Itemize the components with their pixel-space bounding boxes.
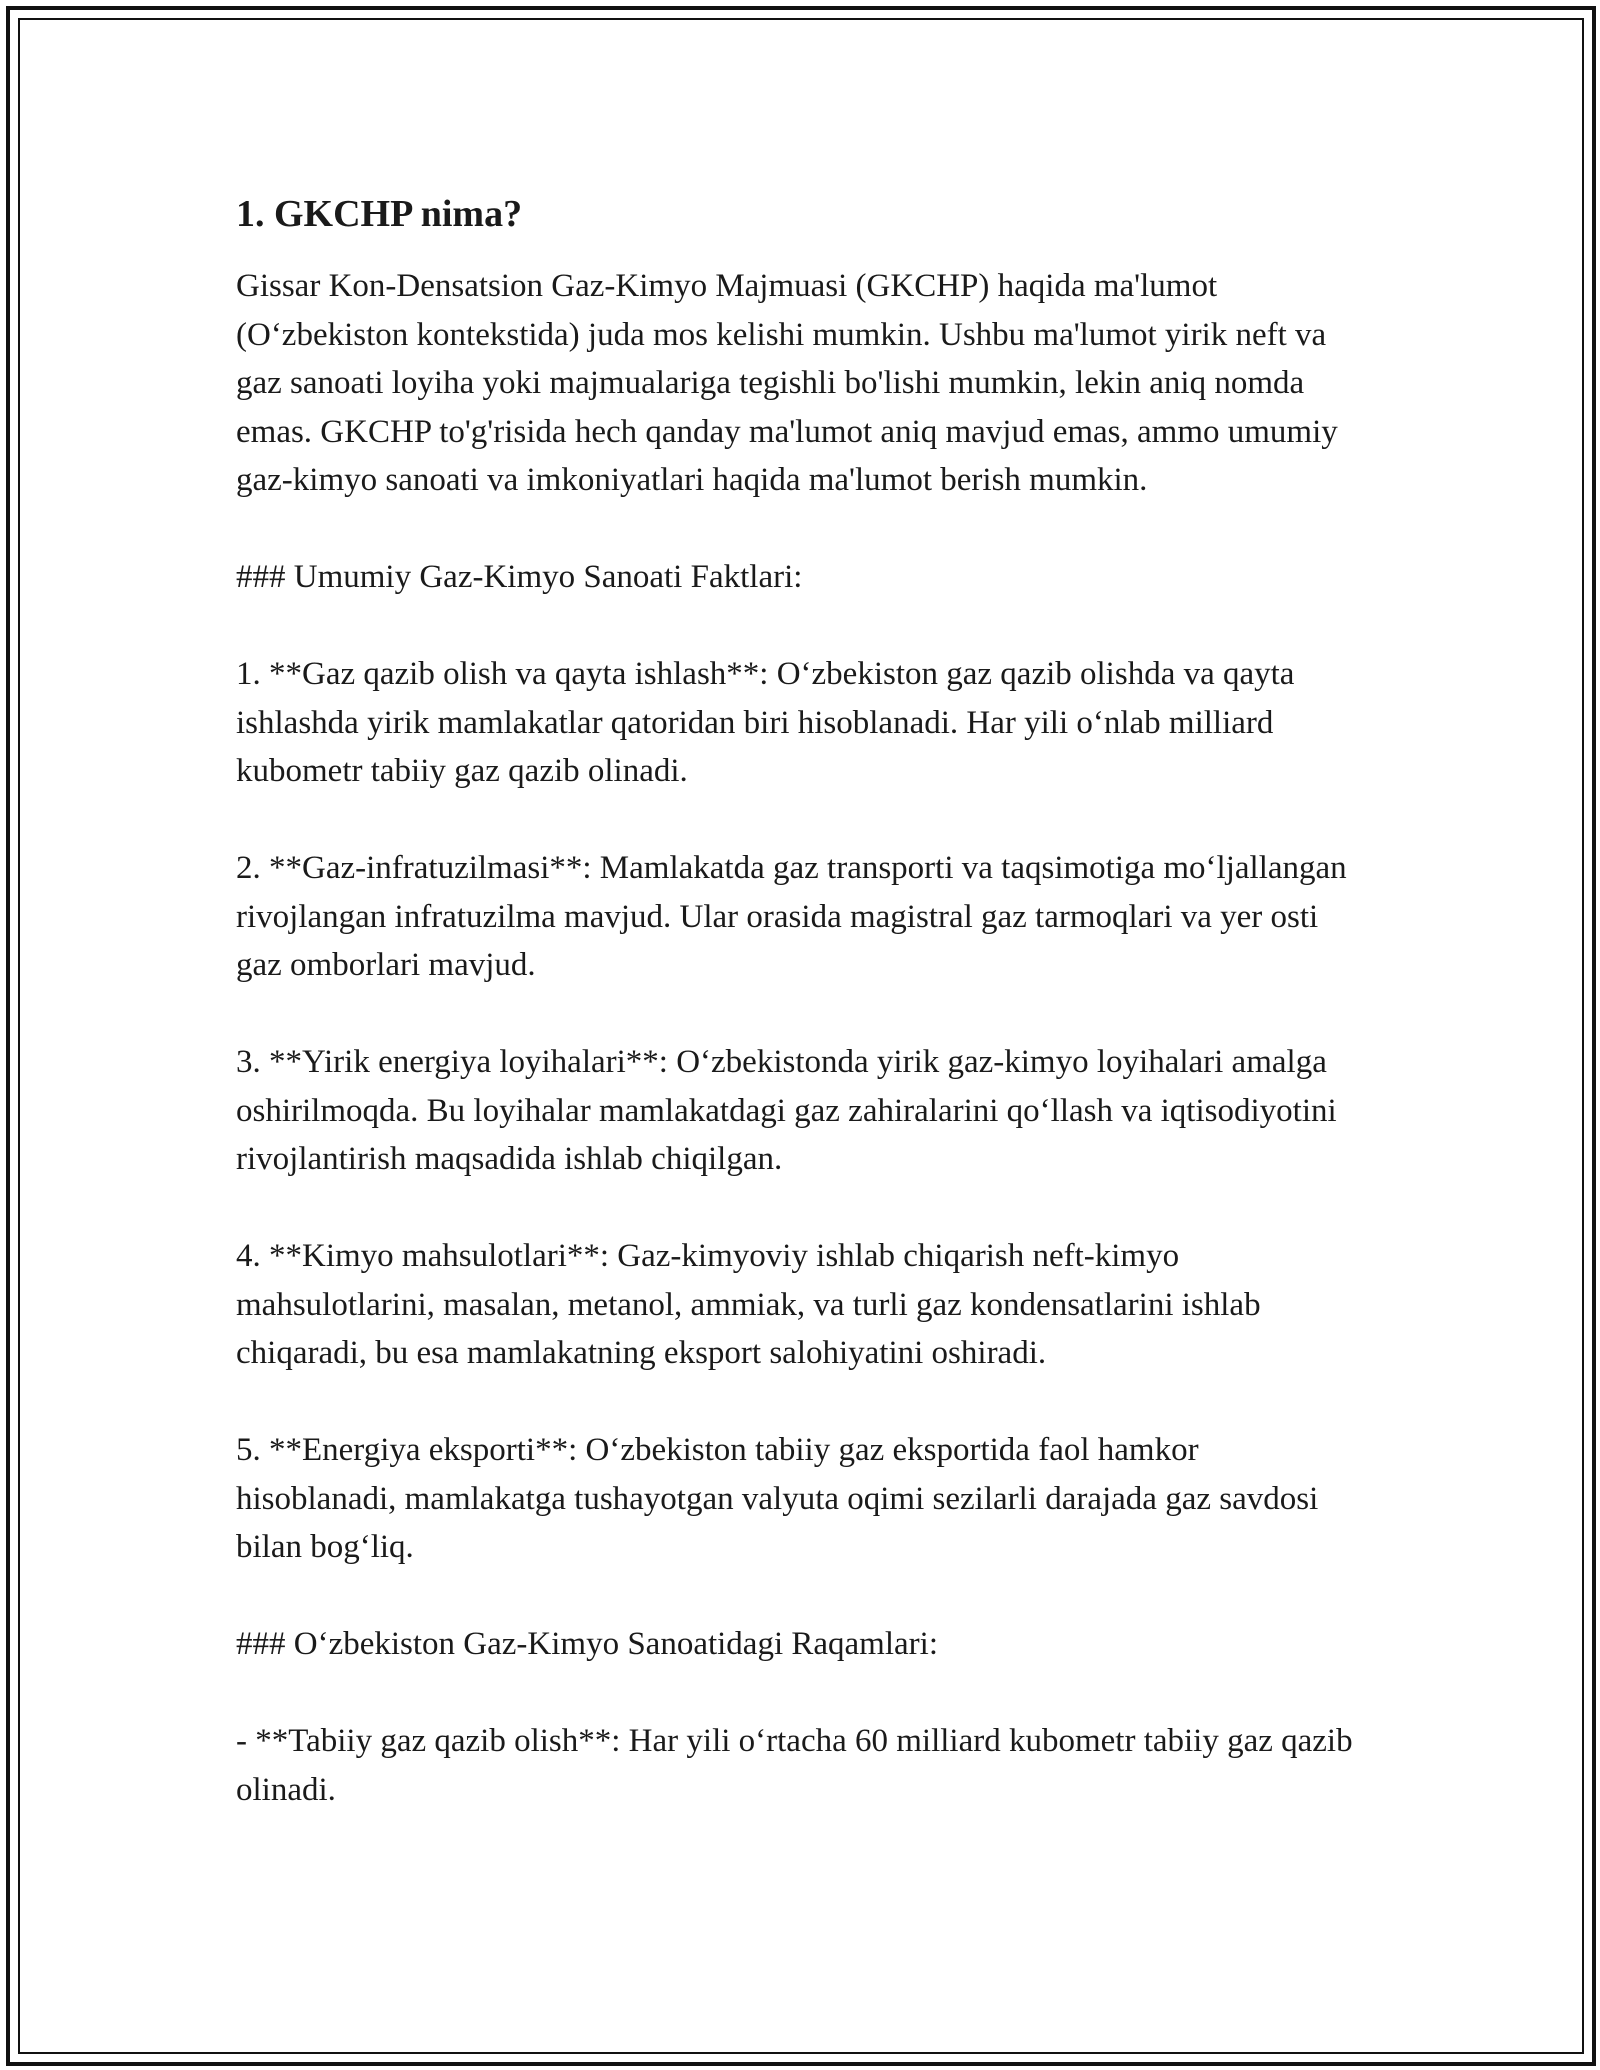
section-heading-numbers: ### O‘zbekiston Gaz-Kimyo Sanoatidagi Raqamlari: (236, 1626, 938, 1662)
fact-item-5: 5. **Energiya eksporti**: O‘zbekiston tabiiy gaz eksportida faol hamkor hisoblanadi, mamlakatga tushayotgan valyuta oqimi sezilarli darajada gaz savdosi bilan bog‘liq. (236, 1432, 1319, 1565)
section-heading-facts: ### Umumiy Gaz-Kimyo Sanoati Faktlari: (236, 559, 803, 595)
fact-item-2: 2. **Gaz-infratuzilmasi**: Mamlakatda gaz transporti va taqsimotiga mo‘ljallangan rivojlangan infratuzilma mavjud. Ular orasida magistral gaz tarmoqlari va yer osti gaz omborlari mavjud. (236, 850, 1347, 983)
number-item-1: - **Tabiiy gaz qazib olish**: Har yili o‘rtacha 60 milliard kubometr tabiiy gaz qazib olinadi. (236, 1723, 1353, 1808)
fact-item-1: 1. **Gaz qazib olish va qayta ishlash**: O‘zbekiston gaz qazib olishda va qayta ishlashda yirik mamlakatlar qatoridan biri hisoblanadi. Har yili o‘nlab milliard kubometr tabiiy gaz qazib olinadi. (236, 656, 1295, 789)
intro-paragraph: Gissar Kon-Densatsion Gaz-Kimyo Majmuasi (GKCHP) haqida ma'lumot (O‘zbekiston kontekstida) juda mos kelishi mumkin. Ushbu ma'lumot yirik neft va gaz sanoati loyiha yoki majmualariga tegishli bo'lishi mumkin, lekin aniq nomda emas. GKCHP to'g'risida hech qanday ma'lumot aniq mavjud emas, ammo umumiy gaz-kimyo sanoati va imkoniyatlari haqida ma'lumot berish mumkin. (236, 268, 1338, 498)
fact-item-3: 3. **Yirik energiya loyihalari**: O‘zbekistonda yirik gaz-kimyo loyihalari amalga oshirilmoqda. Bu loyihalar mamlakatdagi gaz zahiralarini qo‘llash va iqtisodiyotini rivojlantirish maqsadida ishlab chiqilgan. (236, 1044, 1337, 1177)
document-title: 1. GKCHP nima? (236, 193, 523, 235)
document-body (236, 184, 1366, 1814)
fact-item-4: 4. **Kimyo mahsulotlari**: Gaz-kimyoviy ishlab chiqarish neft-kimyo mahsulotlarini, masalan, metanol, ammiak, va turli gaz kondensatlarini ishlab chiqaradi, bu esa mamlakatning eksport salohiyatini oshiradi. (236, 1238, 1261, 1371)
